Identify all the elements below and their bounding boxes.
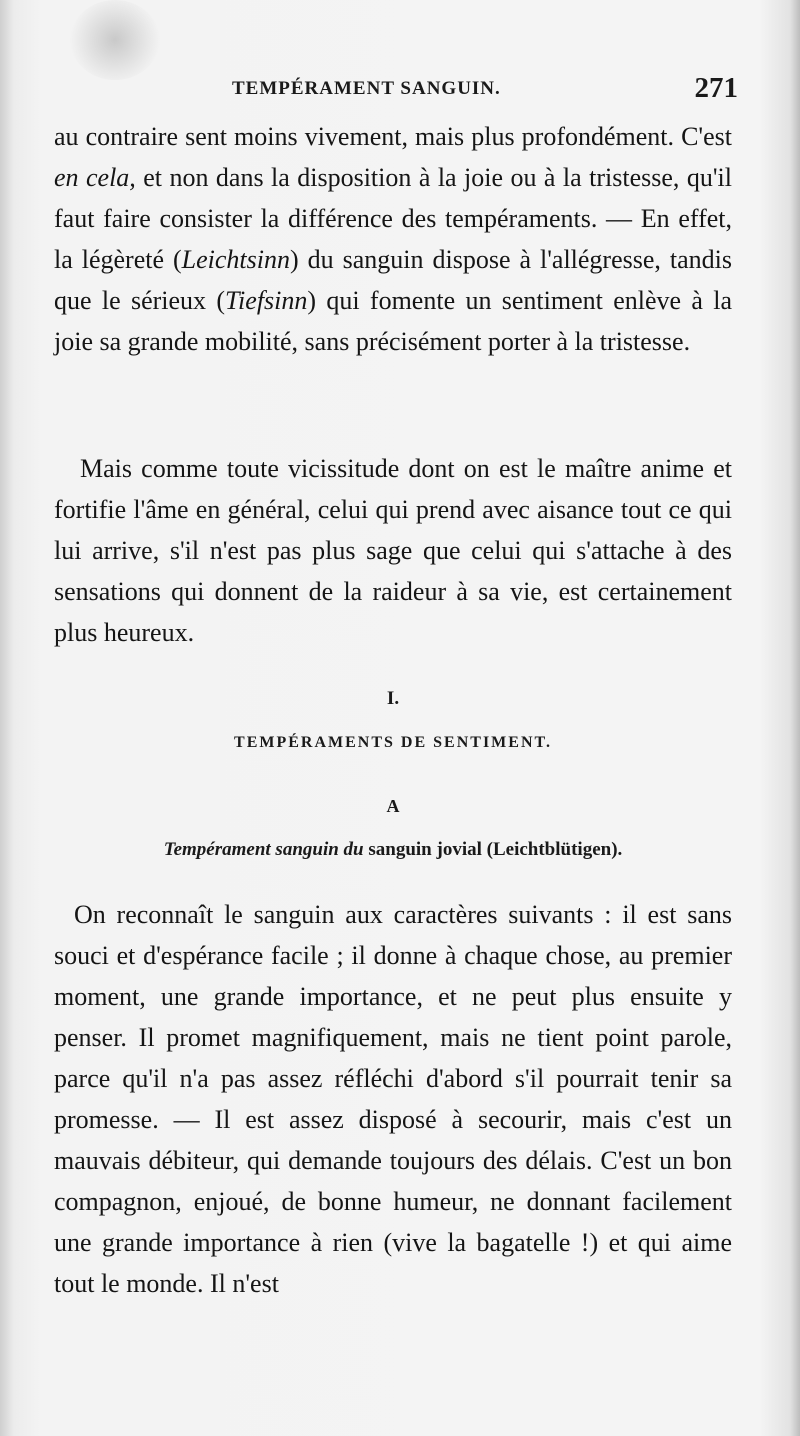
- page-number: 271: [694, 72, 738, 104]
- section-number: I.: [386, 688, 400, 709]
- subsection-letter: A: [386, 796, 400, 816]
- running-head: TEMPÉRAMENT SANGUIN.: [232, 78, 501, 99]
- page-stain: [70, 0, 160, 80]
- subsection-title-rest: sanguin jovial (Leichtblütigen).: [363, 839, 623, 860]
- subsection-title-italic: Tempérament sanguin du: [163, 839, 364, 860]
- paragraph-2: Mais comme toute vicissitude dont on est le maître anime et fortifie l'âme en général, celui qui prend avec aisance tout ce qui lui arrive, s'il n'est pas plus sage que celui qui s'attache à des sensations qui donnent de la raideur à sa vie, est certainement plus heureux.: [54, 454, 732, 647]
- paragraph-1-text-2: et non dans la disposition à la joie ou à la tristesse, qu'il faut faire consister la différence des tempéraments. — En effet, la légèreté (: [54, 163, 732, 274]
- paragraph-1-emphasis-2: Leichtsinn: [181, 245, 290, 274]
- section-title: TEMPÉRAMENTS DE SENTIMENT.: [234, 734, 552, 751]
- paragraph-1: [54, 116, 732, 362]
- page-header: [232, 72, 738, 108]
- paragraph-3: On reconnaît le sanguin aux caractères suivants : il est sans souci et d'espérance facile ; il donne à chaque chose, au premier moment, une grande importance, et ne peut plus ensuite y penser. Il promet magnifiquement, mais ne tient point parole, parce qu'il n'a pas assez réfléchi d'abord s'il pourrait tenir sa promesse. — Il est assez disposé à secourir, mais c'est un mauvais débiteur, qui demande toujours des délais. C'est un bon compagnon, enjoué, de bonne humeur, ne donnant facilement une grande importance à rien (vive la bagatelle !) et qui aime tout le monde. Il n'est: [54, 900, 732, 1298]
- paragraph-1-emphasis-3: Tiefsinn: [225, 286, 308, 315]
- subsection-title: [54, 839, 732, 861]
- paragraph-1-text-3: ) du sanguin dispose à l'allégresse, tandis que le sérieux (: [54, 245, 732, 315]
- paragraph-1-text-1: au contraire sent moins vivement, mais plus profondément. C'est: [54, 122, 732, 151]
- paragraph-1-emphasis-1: en cela,: [54, 163, 136, 192]
- paragraph-1-text-4: ) qui fomente un sentiment enlève à la joie sa grande mobilité, sans précisément porter à la tristesse.: [54, 286, 732, 356]
